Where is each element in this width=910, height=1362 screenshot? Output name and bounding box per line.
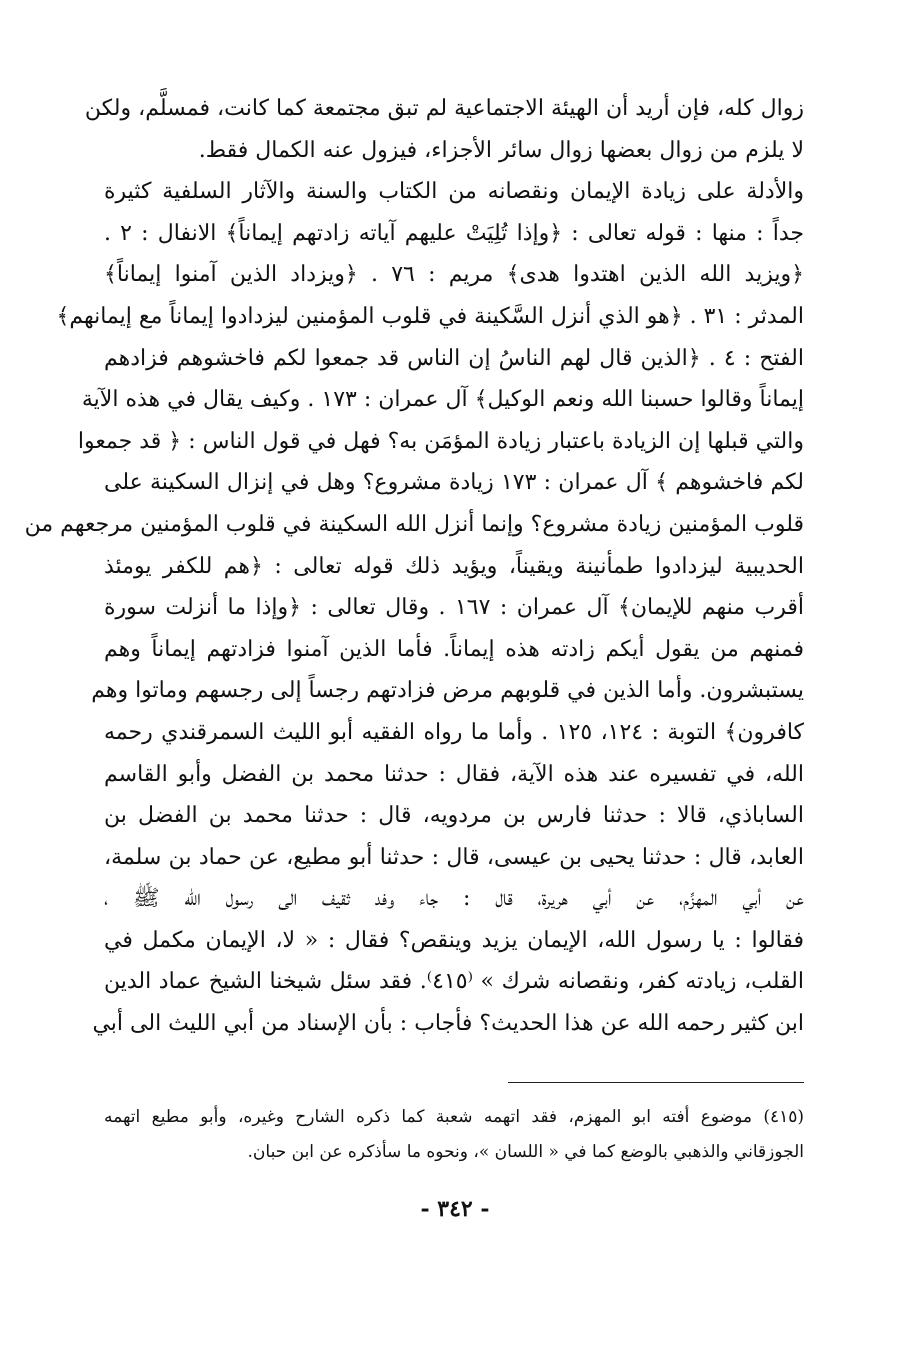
text-line: الفتح : ٤ . ﴿الذين قال لهم الناسُ إن الناس قد جمعوا لكم فاخشوهم فزادهم: [104, 345, 804, 371]
footnote-line: الجوزقاني والذهبي بالوضع كما في « اللسان »، ونحوه ما سأذكره عن ابن حبان.: [247, 1142, 804, 1162]
text-line: فقالوا : يا رسول الله، الإيمان يزيد وينقص؟ فقال : « لا، الإيمان مكمل في: [104, 927, 804, 953]
text-line: الله، في تفسيره عند هذه الآية، فقال : حدثنا محمد بن الفضل وأبو القاسم: [104, 761, 804, 787]
footnote-divider: [508, 1082, 804, 1083]
text-line: لا يلزم من زوال بعضها زوال سائر الأجزاء، فيزول عنه الكمال فقط.: [198, 137, 804, 163]
text-line: عن أبي المهزِّم، عن أبي هريرة، قال : جاء وفد ثقيف الى رسول الله ﷺ ،: [104, 886, 804, 912]
text-line: قلوب المؤمنين زيادة مشروع؟ وإنما أنزل الله السكينة في قلوب المؤمنين مرجعهم من: [24, 511, 804, 537]
footnotes: [104, 1100, 804, 1170]
footnote-line: (٤١٥) موضوع أفته ابو المهزم، فقد اتهمه شعبة كما ذكره الشارح وغيره، وأبو مطيع اتهمه: [104, 1107, 804, 1127]
text-line: والتي قبلها إن الزيادة باعتبار زيادة المؤمَن به؟ فهل في قول الناس : ﴿ قد جمعوا: [77, 428, 804, 454]
text-line: جداً : منها : قوله تعالى : ﴿وإذا تُلِيَتْ عليهم آياته زادتهم إيماناً﴾ الانفال : ٢ .: [104, 220, 804, 246]
text-line: زوال كله، فإن أريد أن الهيئة الاجتماعية لم تبق مجتمعة كما كانت، فمسلَّم، ولكن: [84, 96, 804, 121]
text-line: الحديبية ليزدادوا طمأنينة ويقيناً، ويؤيد ذلك قوله تعالى : ﴿هم للكفر يومئذ: [104, 553, 804, 579]
page-number: - ٣٤٢ -: [420, 1196, 490, 1222]
text-line: لكم فاخشوهم ﴾ آل عمران : ١٧٣ زيادة مشروع؟ وهل في إنزال السكينة على: [104, 470, 804, 496]
text-line: فمنهم من يقول أيكم زادته هذه إيماناً. فأما الذين آمنوا فزادتهم إيماناً وهم: [104, 636, 804, 662]
text-line: والأدلة على زيادة الإيمان ونقصانه من الكتاب والسنة والآثار السلفية كثيرة: [104, 179, 804, 205]
main-text: [24, 88, 805, 1045]
text-line: ابن كثير رحمه الله عن هذا الحديث؟ فأجاب : بأن الإسناد من أبي الليث الى أبي: [92, 1011, 804, 1037]
text-line: الساباذي، قالا : حدثنا فارس بن مردويه، قال : حدثنا محمد بن الفضل بن: [104, 803, 804, 829]
text-line: أقرب منهم للإيمان﴾ آل عمران : ١٦٧ . وقال تعالى : ﴿وإذا ما أنزلت سورة: [104, 595, 805, 621]
text-line: كافرون﴾ التوبة : ١٢٤، ١٢٥ . وأما ما رواه الفقيه أبو الليث السمرقندي رحمه: [104, 719, 805, 745]
text-line: المدثر : ٣١ . ﴿هو الذي أنزل السَّكينة في قلوب المؤمنين ليزدادوا إيماناً مع إيمانهم﴾: [56, 303, 804, 329]
text-line: ﴿ويزيد الله الذين اهتدوا هدى﴾ مريم : ٧٦ . ﴿ويزداد الذين آمنوا إيماناً﴾: [104, 262, 804, 288]
text-line: العابد، قال : حدثنا يحيى بن عيسى، قال : حدثنا أبو مطيع، عن حماد بن سلمة،: [104, 844, 804, 870]
text-line: يستبشرون. وأما الذين في قلوبهم مرض فزادتهم رجساً إلى رجسهم وماتوا وهم: [91, 678, 804, 704]
text-line: القلب، زيادته كفر، ونقصانه شرك » ⁽٤١٥⁾. فقد سئل شيخنا الشيخ عماد الدين: [104, 969, 805, 995]
text-line: إيماناً وقالوا حسبنا الله ونعم الوكيل﴾ آل عمران : ١٧٣ . وكيف يقال في هذه الآية: [81, 387, 804, 413]
